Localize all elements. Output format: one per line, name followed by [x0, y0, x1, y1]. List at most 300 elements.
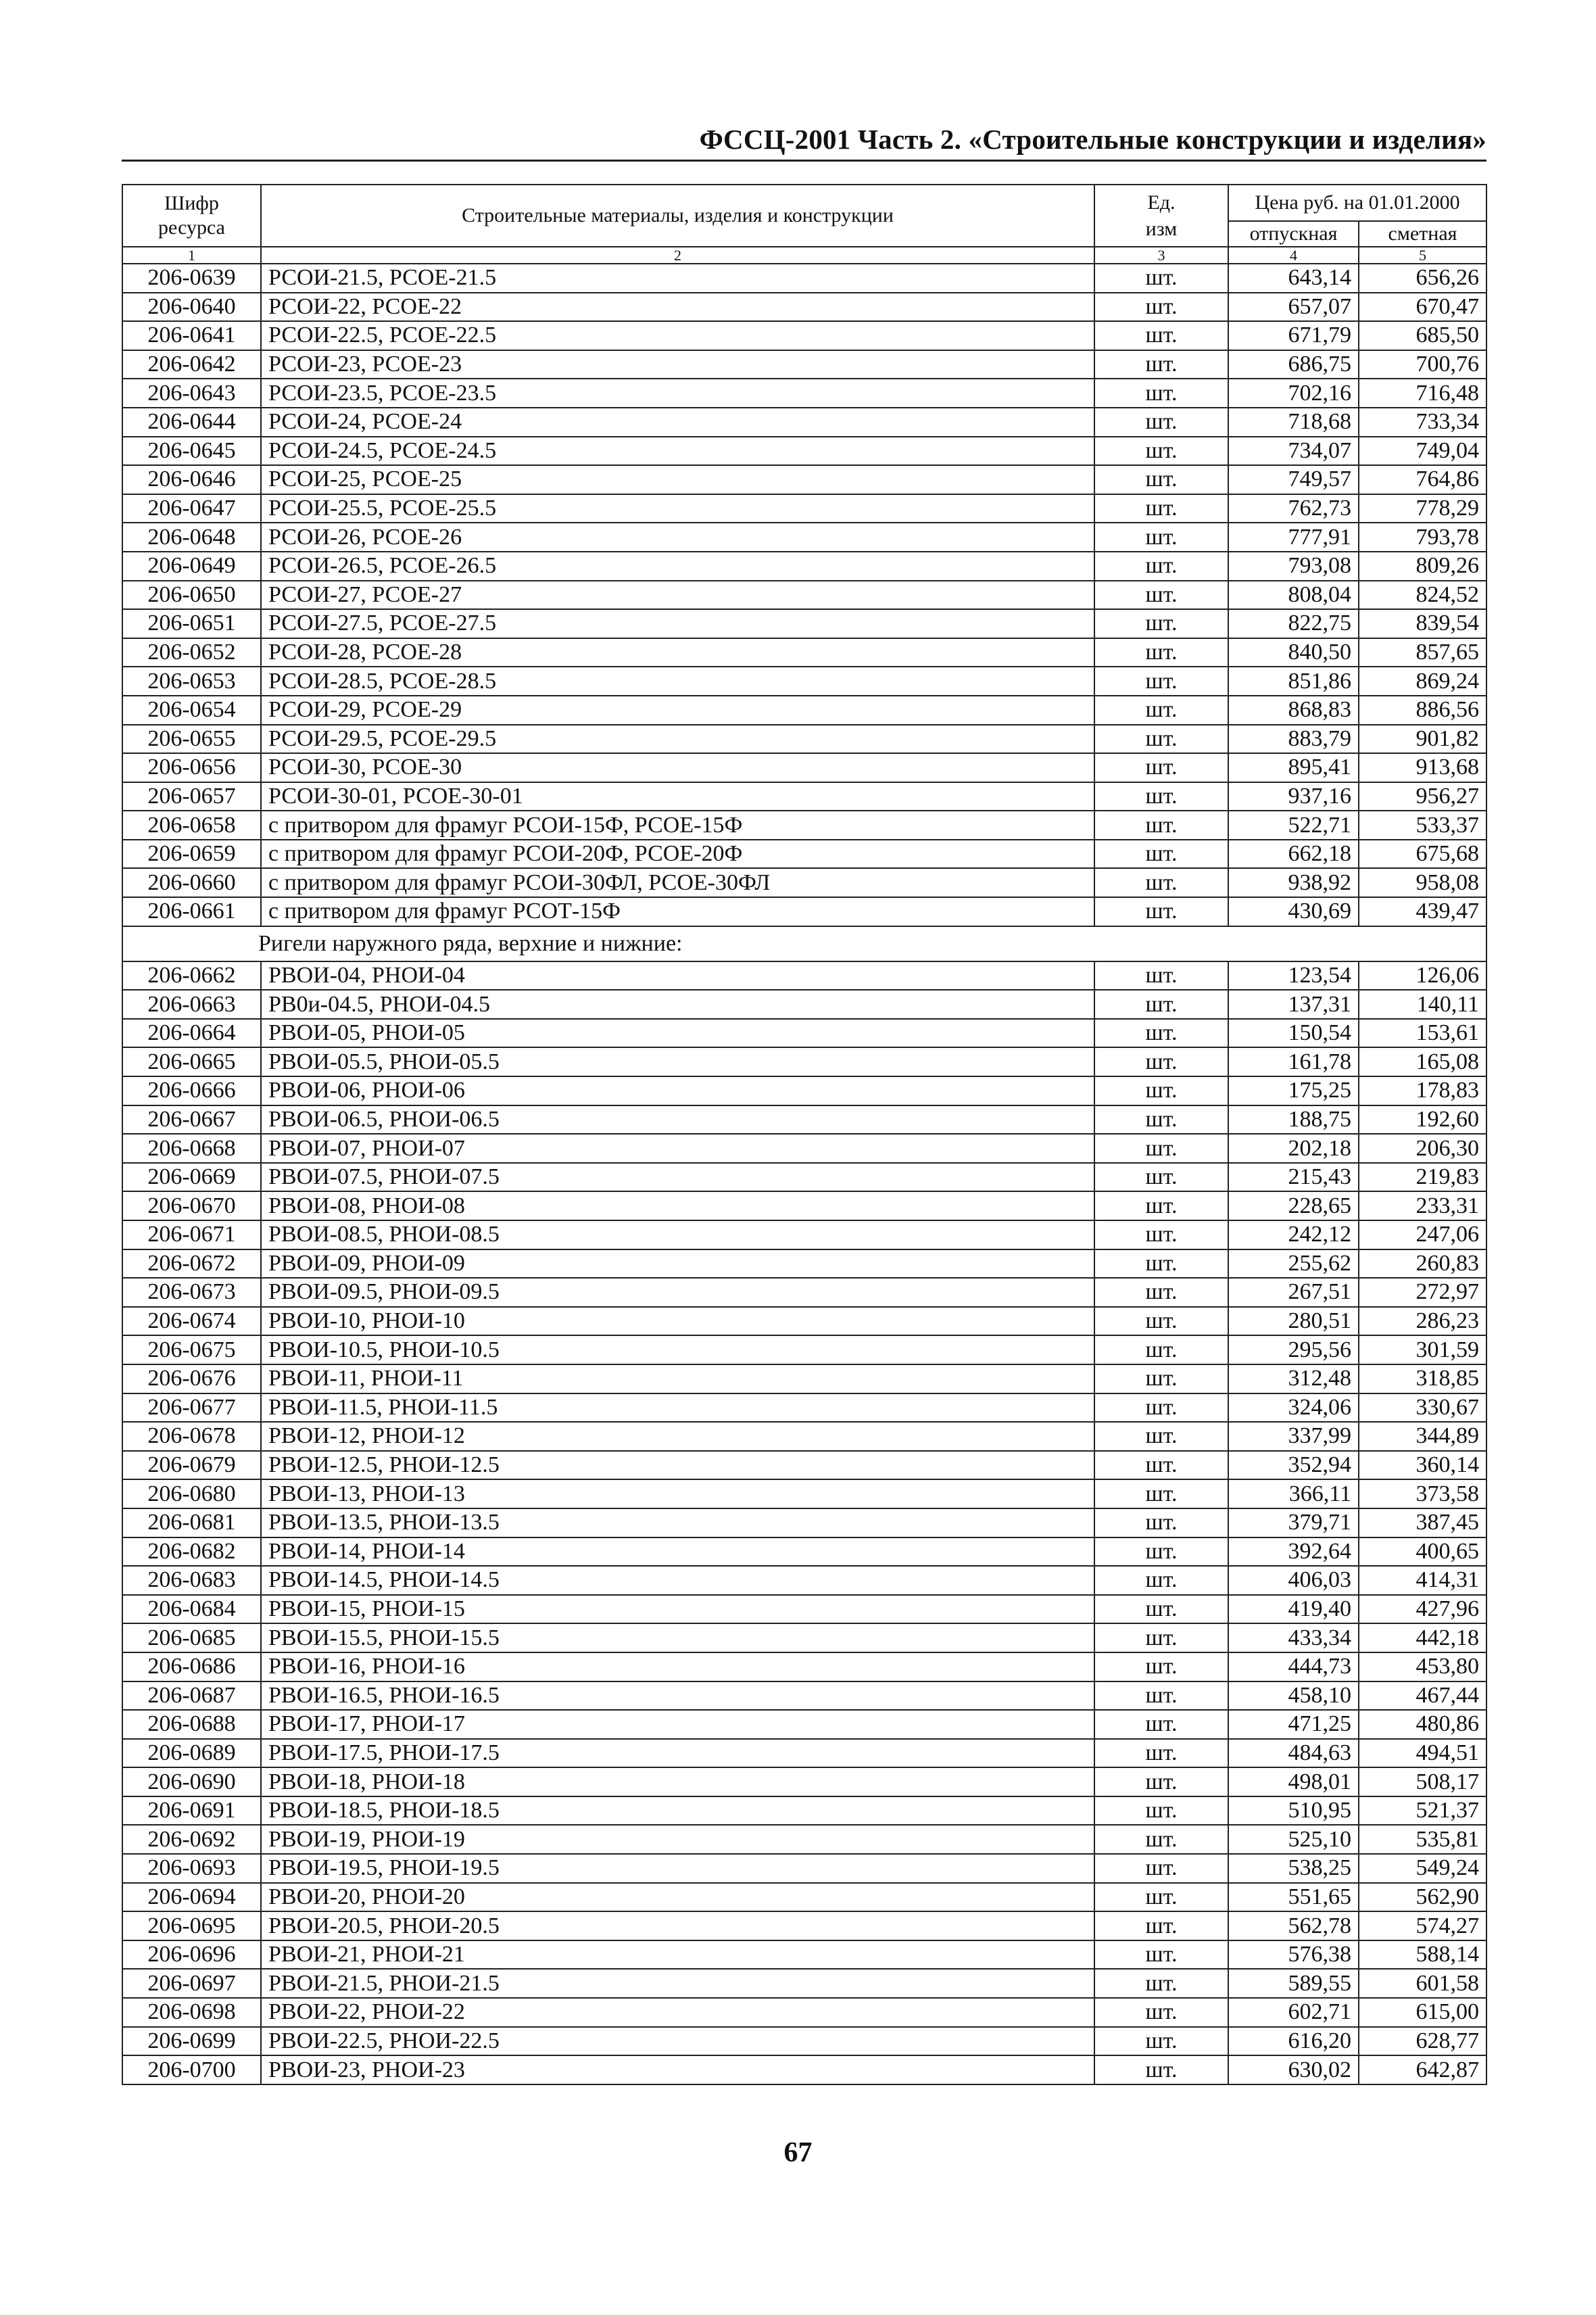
cell-name: РВОИ-07.5, РНОИ-07.5 [261, 1163, 1094, 1192]
cell-unit: шт. [1094, 725, 1228, 754]
table-row [122, 1393, 1486, 1423]
cell-estimate-price: 562,90 [1359, 1883, 1486, 1912]
table-row [122, 1595, 1486, 1624]
cell-unit: шт. [1094, 494, 1228, 523]
cell-release-price: 458,10 [1228, 1681, 1359, 1711]
cell-code: 206-0691 [122, 1796, 261, 1825]
cell-unit: шт. [1094, 1047, 1228, 1076]
cell-unit: шт. [1094, 1335, 1228, 1364]
cell-unit: шт. [1094, 523, 1228, 552]
cell-release-price: 840,50 [1228, 638, 1359, 667]
cell-estimate-price: 549,24 [1359, 1854, 1486, 1883]
cell-unit: шт. [1094, 1969, 1228, 1998]
cell-code: 206-0665 [122, 1047, 261, 1076]
cell-code: 206-0690 [122, 1767, 261, 1796]
cell-name: РСОИ-26.5, РСОЕ-26.5 [261, 552, 1094, 581]
cell-name: РВОИ-09.5, РНОИ-09.5 [261, 1278, 1094, 1307]
cell-unit: шт. [1094, 1940, 1228, 1970]
cell-estimate-price: 857,65 [1359, 638, 1486, 667]
table-row [122, 1825, 1486, 1854]
col-header-release: отпускная [1228, 221, 1359, 247]
table-row [122, 1969, 1486, 1998]
cell-name: РСОИ-23.5, РСОЕ-23.5 [261, 379, 1094, 408]
cell-release-price: 188,75 [1228, 1105, 1359, 1135]
table-row [122, 1249, 1486, 1279]
cell-estimate-price: 439,47 [1359, 897, 1486, 926]
cell-unit: шт. [1094, 1422, 1228, 1451]
cell-code: 206-0654 [122, 696, 261, 725]
cell-release-price: 718,68 [1228, 408, 1359, 437]
cell-name: РВОИ-15.5, РНОИ-15.5 [261, 1623, 1094, 1652]
cell-estimate-price: 480,86 [1359, 1710, 1486, 1739]
col-number: 2 [261, 247, 1094, 264]
cell-release-price: 510,95 [1228, 1796, 1359, 1825]
cell-code: 206-0689 [122, 1739, 261, 1768]
cell-unit: шт. [1094, 961, 1228, 991]
table-row [122, 1105, 1486, 1135]
table-row [122, 1278, 1486, 1307]
table-row [122, 1335, 1486, 1364]
cell-unit: шт. [1094, 1220, 1228, 1249]
cell-release-price: 352,94 [1228, 1451, 1359, 1480]
cell-code: 206-0677 [122, 1393, 261, 1423]
cell-unit: шт. [1094, 1278, 1228, 1307]
cell-unit: шт. [1094, 1595, 1228, 1624]
cell-unit: шт. [1094, 2027, 1228, 2056]
cell-name: РВОИ-20, РНОИ-20 [261, 1883, 1094, 1912]
table-row [122, 1796, 1486, 1825]
cell-estimate-price: 533,37 [1359, 811, 1486, 840]
cell-name: РСОИ-21.5, РСОЕ-21.5 [261, 264, 1094, 293]
cell-name: РВОИ-12, РНОИ-12 [261, 1422, 1094, 1451]
cell-name: с притвором для фрамуг РСОИ-30ФЛ, РСОЕ-30ФЛ [261, 868, 1094, 897]
cell-estimate-price: 901,82 [1359, 725, 1486, 754]
cell-unit: шт. [1094, 1796, 1228, 1825]
cell-unit: шт. [1094, 1566, 1228, 1595]
cell-code: 206-0668 [122, 1134, 261, 1163]
cell-code: 206-0687 [122, 1681, 261, 1711]
cell-name: РСОИ-30-01, РСОЕ-30-01 [261, 782, 1094, 811]
cell-release-price: 868,83 [1228, 696, 1359, 725]
cell-release-price: 280,51 [1228, 1307, 1359, 1336]
cell-estimate-price: 615,00 [1359, 1998, 1486, 2027]
cell-name: РСОИ-25, РСОЕ-25 [261, 465, 1094, 494]
cell-name: РВОИ-08, РНОИ-08 [261, 1191, 1094, 1220]
cell-estimate-price: 628,77 [1359, 2027, 1486, 2056]
cell-unit: шт. [1094, 1883, 1228, 1912]
table-row [122, 1710, 1486, 1739]
cell-code: 206-0643 [122, 379, 261, 408]
cell-code: 206-0679 [122, 1451, 261, 1480]
cell-name: РВОИ-22, РНОИ-22 [261, 1998, 1094, 2027]
cell-code: 206-0655 [122, 725, 261, 754]
cell-release-price: 175,25 [1228, 1076, 1359, 1105]
cell-estimate-price: 344,89 [1359, 1422, 1486, 1451]
table-row [122, 1652, 1486, 1681]
cell-unit: шт. [1094, 2055, 1228, 2084]
cell-release-price: 777,91 [1228, 523, 1359, 552]
cell-estimate-price: 588,14 [1359, 1940, 1486, 1970]
cell-unit: шт. [1094, 1134, 1228, 1163]
cell-name: РВОИ-21.5, РНОИ-21.5 [261, 1969, 1094, 1998]
table-row [122, 1681, 1486, 1711]
table-row [122, 1940, 1486, 1970]
cell-release-price: 562,78 [1228, 1911, 1359, 1940]
cell-release-price: 762,73 [1228, 494, 1359, 523]
cell-unit: шт. [1094, 840, 1228, 869]
cell-name: РСОИ-29, РСОЕ-29 [261, 696, 1094, 725]
cell-unit: шт. [1094, 1451, 1228, 1480]
table-row [122, 840, 1486, 869]
cell-estimate-price: 824,52 [1359, 581, 1486, 610]
table-row [122, 1537, 1486, 1567]
cell-release-price: 602,71 [1228, 1998, 1359, 2027]
cell-name: РВОИ-05.5, РНОИ-05.5 [261, 1047, 1094, 1076]
cell-release-price: 525,10 [1228, 1825, 1359, 1854]
cell-code: 206-0652 [122, 638, 261, 667]
table-row [122, 2055, 1486, 2084]
table-row [122, 1191, 1486, 1220]
cell-unit: шт. [1094, 1076, 1228, 1105]
table-row [122, 609, 1486, 638]
cell-name: РВОИ-09, РНОИ-09 [261, 1249, 1094, 1279]
cell-release-price: 808,04 [1228, 581, 1359, 610]
cell-unit: шт. [1094, 293, 1228, 322]
cell-name: РВОИ-14.5, РНОИ-14.5 [261, 1566, 1094, 1595]
cell-code: 206-0672 [122, 1249, 261, 1279]
cell-name: РВОИ-04, РНОИ-04 [261, 961, 1094, 991]
cell-estimate-price: 260,83 [1359, 1249, 1486, 1279]
cell-unit: шт. [1094, 1105, 1228, 1135]
cell-estimate-price: 272,97 [1359, 1278, 1486, 1307]
cell-name: РВОИ-11.5, РНОИ-11.5 [261, 1393, 1094, 1423]
cell-name: РВОИ-12.5, РНОИ-12.5 [261, 1451, 1094, 1480]
cell-unit: шт. [1094, 897, 1228, 926]
cell-release-price: 538,25 [1228, 1854, 1359, 1883]
cell-release-price: 702,16 [1228, 379, 1359, 408]
cell-release-price: 551,65 [1228, 1883, 1359, 1912]
cell-code: 206-0674 [122, 1307, 261, 1336]
col-number: 4 [1228, 247, 1359, 264]
cell-estimate-price: 427,96 [1359, 1595, 1486, 1624]
cell-name: РСОИ-23, РСОЕ-23 [261, 350, 1094, 379]
cell-release-price: 657,07 [1228, 293, 1359, 322]
cell-estimate-price: 360,14 [1359, 1451, 1486, 1480]
table-row [122, 2027, 1486, 2056]
cell-estimate-price: 716,48 [1359, 379, 1486, 408]
cell-release-price: 295,56 [1228, 1335, 1359, 1364]
cell-estimate-price: 869,24 [1359, 667, 1486, 696]
cell-estimate-price: 778,29 [1359, 494, 1486, 523]
cell-name: РСОИ-28, РСОЕ-28 [261, 638, 1094, 667]
cell-code: 206-0646 [122, 465, 261, 494]
cell-release-price: 406,03 [1228, 1566, 1359, 1595]
table-row [122, 1623, 1486, 1652]
cell-release-price: 123,54 [1228, 961, 1359, 991]
table-row [122, 437, 1486, 466]
cell-name: РВОИ-15, РНОИ-15 [261, 1595, 1094, 1624]
table-row [122, 523, 1486, 552]
cell-unit: шт. [1094, 1623, 1228, 1652]
cell-unit: шт. [1094, 581, 1228, 610]
cell-name: РВОИ-13, РНОИ-13 [261, 1479, 1094, 1508]
cell-estimate-price: 414,31 [1359, 1566, 1486, 1595]
cell-name: РВОИ-17, РНОИ-17 [261, 1710, 1094, 1739]
cell-code: 206-0658 [122, 811, 261, 840]
cell-release-price: 337,99 [1228, 1422, 1359, 1451]
col-header-name: Строительные материалы, изделия и конструкции [261, 185, 1094, 247]
table-row [122, 1883, 1486, 1912]
table-row [122, 961, 1486, 991]
cell-unit: шт. [1094, 1393, 1228, 1423]
cell-estimate-price: 247,06 [1359, 1220, 1486, 1249]
cell-estimate-price: 670,47 [1359, 293, 1486, 322]
table-row [122, 1508, 1486, 1537]
cell-unit: шт. [1094, 696, 1228, 725]
cell-release-price: 589,55 [1228, 1969, 1359, 1998]
table-row [122, 1220, 1486, 1249]
cell-estimate-price: 301,59 [1359, 1335, 1486, 1364]
cell-code: 206-0663 [122, 990, 261, 1019]
cell-code: 206-0671 [122, 1220, 261, 1249]
cell-release-price: 822,75 [1228, 609, 1359, 638]
cell-release-price: 630,02 [1228, 2055, 1359, 2084]
cell-code: 206-0688 [122, 1710, 261, 1739]
cell-name: РВОИ-07, РНОИ-07 [261, 1134, 1094, 1163]
cell-name: РВОИ-10.5, РНОИ-10.5 [261, 1335, 1094, 1364]
header-rule [122, 160, 1486, 162]
cell-unit: шт. [1094, 1767, 1228, 1796]
cell-code: 206-0693 [122, 1854, 261, 1883]
cell-code: 206-0683 [122, 1566, 261, 1595]
table-row [122, 1451, 1486, 1480]
col-number: 5 [1359, 247, 1486, 264]
cell-name: РСОИ-22.5, РСОЕ-22.5 [261, 321, 1094, 350]
cell-unit: шт. [1094, 811, 1228, 840]
cell-unit: шт. [1094, 990, 1228, 1019]
cell-release-price: 671,79 [1228, 321, 1359, 350]
table-row [122, 990, 1486, 1019]
cell-code: 206-0661 [122, 897, 261, 926]
page-number: 67 [783, 2137, 813, 2168]
cell-code: 206-0699 [122, 2027, 261, 2056]
table-row [122, 465, 1486, 494]
cell-code: 206-0647 [122, 494, 261, 523]
cell-code: 206-0696 [122, 1940, 261, 1970]
cell-unit: шт. [1094, 1019, 1228, 1048]
cell-estimate-price: 839,54 [1359, 609, 1486, 638]
table-row [122, 1479, 1486, 1508]
cell-name: с притвором для фрамуг РСОИ-15Ф, РСОЕ-15Ф [261, 811, 1094, 840]
cell-name: РВ0и-04.5, РНОИ-04.5 [261, 990, 1094, 1019]
cell-unit: шт. [1094, 1479, 1228, 1508]
cell-estimate-price: 140,11 [1359, 990, 1486, 1019]
cell-unit: шт. [1094, 782, 1228, 811]
cell-estimate-price: 809,26 [1359, 552, 1486, 581]
cell-name: РВОИ-10, РНОИ-10 [261, 1307, 1094, 1336]
cell-unit: шт. [1094, 379, 1228, 408]
cell-release-price: 576,38 [1228, 1940, 1359, 1970]
cell-unit: шт. [1094, 1998, 1228, 2027]
cell-unit: шт. [1094, 1825, 1228, 1854]
col-number: 1 [122, 247, 261, 264]
table-row [122, 1134, 1486, 1163]
cell-name: РВОИ-20.5, РНОИ-20.5 [261, 1911, 1094, 1940]
table-row [122, 1422, 1486, 1451]
cell-unit: шт. [1094, 1307, 1228, 1336]
cell-release-price: 215,43 [1228, 1163, 1359, 1192]
table-row [122, 667, 1486, 696]
cell-name: РСОИ-25.5, РСОЕ-25.5 [261, 494, 1094, 523]
cell-code: 206-0670 [122, 1191, 261, 1220]
cell-code: 206-0644 [122, 408, 261, 437]
cell-name: РСОИ-30, РСОЕ-30 [261, 753, 1094, 782]
cell-code: 206-0657 [122, 782, 261, 811]
cell-unit: шт. [1094, 1854, 1228, 1883]
table-row [122, 1163, 1486, 1192]
cell-name: РВОИ-21, РНОИ-21 [261, 1940, 1094, 1970]
cell-estimate-price: 286,23 [1359, 1307, 1486, 1336]
cell-name: РВОИ-11, РНОИ-11 [261, 1364, 1094, 1393]
cell-release-price: 686,75 [1228, 350, 1359, 379]
table-row [122, 379, 1486, 408]
cell-name: РВОИ-19.5, РНОИ-19.5 [261, 1854, 1094, 1883]
table-row [122, 264, 1486, 293]
cell-name: РСОИ-28.5, РСОЕ-28.5 [261, 667, 1094, 696]
cell-code: 206-0673 [122, 1278, 261, 1307]
table-row [122, 1364, 1486, 1393]
cell-unit: шт. [1094, 868, 1228, 897]
cell-estimate-price: 192,60 [1359, 1105, 1486, 1135]
cell-code: 206-0666 [122, 1076, 261, 1105]
cell-code: 206-0659 [122, 840, 261, 869]
cell-unit: шт. [1094, 264, 1228, 293]
cell-release-price: 749,57 [1228, 465, 1359, 494]
cell-name: РСОИ-26, РСОЕ-26 [261, 523, 1094, 552]
col-header-estimate: сметная [1359, 221, 1486, 247]
table-row [122, 1566, 1486, 1595]
cell-name: РВОИ-23, РНОИ-23 [261, 2055, 1094, 2084]
cell-release-price: 312,48 [1228, 1364, 1359, 1393]
cell-code: 206-0678 [122, 1422, 261, 1451]
cell-release-price: 484,63 [1228, 1739, 1359, 1768]
cell-release-price: 643,14 [1228, 264, 1359, 293]
cell-release-price: 895,41 [1228, 753, 1359, 782]
table-row [122, 1739, 1486, 1768]
cell-name: РВОИ-16, РНОИ-16 [261, 1652, 1094, 1681]
cell-estimate-price: 178,83 [1359, 1076, 1486, 1105]
cell-estimate-price: 373,58 [1359, 1479, 1486, 1508]
cell-code: 206-0680 [122, 1479, 261, 1508]
cell-unit: шт. [1094, 437, 1228, 466]
cell-estimate-price: 467,44 [1359, 1681, 1486, 1711]
cell-estimate-price: 387,45 [1359, 1508, 1486, 1537]
cell-unit: шт. [1094, 1249, 1228, 1279]
cell-name: РВОИ-17.5, РНОИ-17.5 [261, 1739, 1094, 1768]
cell-release-price: 267,51 [1228, 1278, 1359, 1307]
cell-name: РВОИ-06.5, РНОИ-06.5 [261, 1105, 1094, 1135]
cell-release-price: 324,06 [1228, 1393, 1359, 1423]
cell-release-price: 616,20 [1228, 2027, 1359, 2056]
cell-estimate-price: 206,30 [1359, 1134, 1486, 1163]
cell-unit: шт. [1094, 667, 1228, 696]
cell-name: РВОИ-05, РНОИ-05 [261, 1019, 1094, 1048]
cell-estimate-price: 601,58 [1359, 1969, 1486, 1998]
cell-unit: шт. [1094, 465, 1228, 494]
cell-code: 206-0648 [122, 523, 261, 552]
table-row [122, 1019, 1486, 1048]
cell-name: РВОИ-13.5, РНОИ-13.5 [261, 1508, 1094, 1537]
table-row [122, 552, 1486, 581]
cell-estimate-price: 793,78 [1359, 523, 1486, 552]
cell-estimate-price: 165,08 [1359, 1047, 1486, 1076]
cell-unit: шт. [1094, 408, 1228, 437]
table-row [122, 321, 1486, 350]
cell-code: 206-0639 [122, 264, 261, 293]
cell-code: 206-0697 [122, 1969, 261, 1998]
cell-estimate-price: 400,65 [1359, 1537, 1486, 1567]
cell-code: 206-0685 [122, 1623, 261, 1652]
cell-name: РСОИ-27, РСОЕ-27 [261, 581, 1094, 610]
cell-code: 206-0684 [122, 1595, 261, 1624]
section-row [122, 926, 1486, 961]
cell-code: 206-0642 [122, 350, 261, 379]
cell-name: РСОИ-27.5, РСОЕ-27.5 [261, 609, 1094, 638]
cell-release-price: 137,31 [1228, 990, 1359, 1019]
cell-release-price: 734,07 [1228, 437, 1359, 466]
cell-code: 206-0675 [122, 1335, 261, 1364]
cell-estimate-price: 508,17 [1359, 1767, 1486, 1796]
cell-estimate-price: 886,56 [1359, 696, 1486, 725]
cell-release-price: 883,79 [1228, 725, 1359, 754]
cell-name: РВОИ-22.5, РНОИ-22.5 [261, 2027, 1094, 2056]
table-row [122, 350, 1486, 379]
cell-code: 206-0694 [122, 1883, 261, 1912]
cell-unit: шт. [1094, 638, 1228, 667]
cell-code: 206-0676 [122, 1364, 261, 1393]
cell-name: РСОИ-24, РСОЕ-24 [261, 408, 1094, 437]
cell-name: РВОИ-19, РНОИ-19 [261, 1825, 1094, 1854]
cell-estimate-price: 749,04 [1359, 437, 1486, 466]
cell-release-price: 937,16 [1228, 782, 1359, 811]
running-head-title: ФССЦ-2001 Часть 2. «Строительные конструкции и изделия» [699, 124, 1486, 155]
cell-code: 206-0656 [122, 753, 261, 782]
cell-unit: шт. [1094, 1163, 1228, 1192]
cell-estimate-price: 318,85 [1359, 1364, 1486, 1393]
table-row [122, 782, 1486, 811]
cell-release-price: 150,54 [1228, 1019, 1359, 1048]
cell-release-price: 498,01 [1228, 1767, 1359, 1796]
cell-release-price: 444,73 [1228, 1652, 1359, 1681]
cell-estimate-price: 956,27 [1359, 782, 1486, 811]
cell-estimate-price: 574,27 [1359, 1911, 1486, 1940]
cell-release-price: 161,78 [1228, 1047, 1359, 1076]
cell-code: 206-0651 [122, 609, 261, 638]
col-number: 3 [1094, 247, 1228, 264]
cell-code: 206-0681 [122, 1508, 261, 1537]
cell-release-price: 662,18 [1228, 840, 1359, 869]
cell-estimate-price: 700,76 [1359, 350, 1486, 379]
cell-name: РСОИ-22, РСОЕ-22 [261, 293, 1094, 322]
cell-estimate-price: 442,18 [1359, 1623, 1486, 1652]
table-row [122, 725, 1486, 754]
cell-name: РВОИ-16.5, РНОИ-16.5 [261, 1681, 1094, 1711]
cell-unit: шт. [1094, 1508, 1228, 1537]
cell-unit: шт. [1094, 552, 1228, 581]
cell-name: РВОИ-18.5, РНОИ-18.5 [261, 1796, 1094, 1825]
cell-code: 206-0682 [122, 1537, 261, 1567]
table-row [122, 494, 1486, 523]
